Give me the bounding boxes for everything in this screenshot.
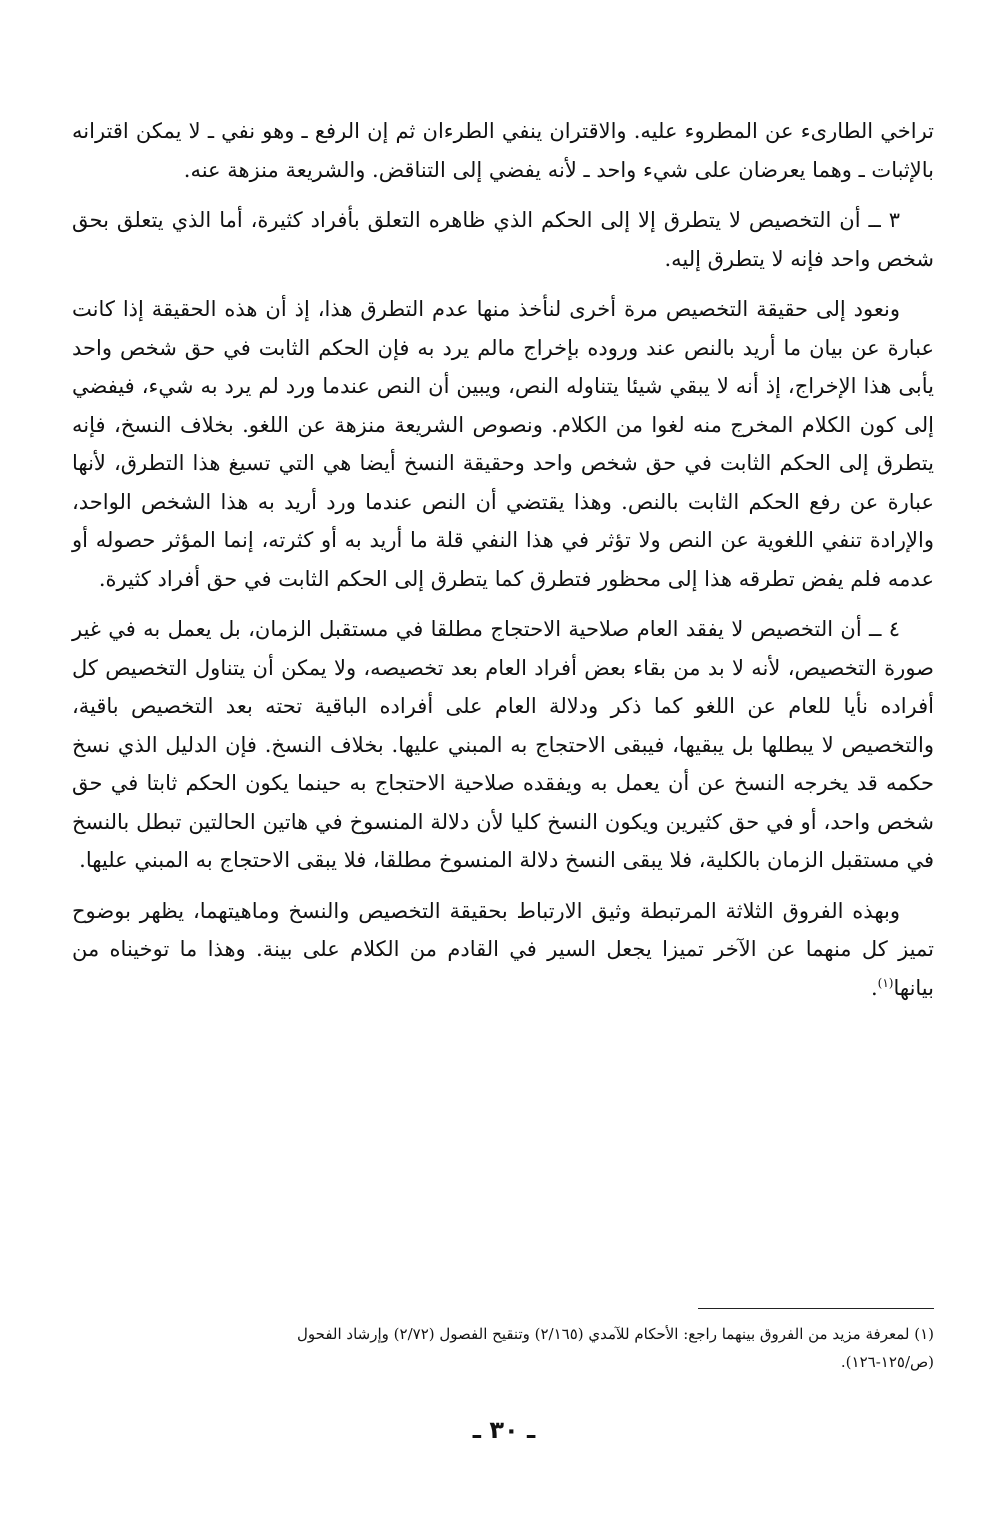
paragraph-4: ٤ ــ أن التخصيص لا يفقد العام صلاحية الاحتجاج مطلقا في مستقبل الزمان، بل يعمل به في غير صورة التخصيص، لأنه لا بد من بقاء بعض أفراد العام بعد تخصيصه، ولا يمكن أن يتناول التخصيص كل أفراده نأيا للعام عن اللغو كما ذكر ودلالة العام على أفراده الباقية تحته بعد التخصيص باقية، والتخصيص لا يبطلها بل يبقيها، فيبقى الاحتجاج به المبني عليها. بخلاف النسخ. فإن الدليل الذي نسخ حكمه قد يخرجه النسخ عن أن يعمل به ويفقده صلاحية الاحتجاج به حينما يكون الحكم ثابتا في حق شخص واحد، أو في حق كثيرين ويكون النسخ كليا لأن دلالة المنسوخ في هاتين الحالتين تبطل بالنسخ في مستقبل الزمان بالكلية، فلا يبقى النسخ دلالة المنسوخ مطلقا، فلا يبقى الاحتجاج به المبني عليها. — [72, 617, 934, 872]
paragraph-5 — [72, 892, 934, 1008]
paragraph-3: ونعود إلى حقيقة التخصيص مرة أخرى لنأخذ منها عدم التطرق هذا، إذ أن هذه الحقيقة إذا كانت عبارة عن بيان ما أريد بالنص عند وروده بإخراج مالم يرد به فإن الحكم الثابت في حق شخص واحد يأبى هذا الإخراج، إذ أنه لا يبقي شيئا يتناوله النص، ويبين أن النص عندما ورد لم يرد به شيء، فيفضي إلى كون الكلام المخرج منه لغوا من الكلام. ونصوص الشريعة منزهة عن اللغو. بخلاف النسخ، فإنه يتطرق إلى الحكم الثابت في حق شخص واحد وحقيقة النسخ أيضا هي التي تسيغ هذا التطرق، لأنها عبارة عن رفع الحكم الثابت بالنص. وهذا يقتضي أن النص عندما ورد أريد به هذا الشخص الواحد، والإرادة تنفي اللغوية عن النص ولا تؤثر في هذا النفي قلة ما أريد به أو كثرته، إنما المؤثر حصوله أو عدمه فلم يفض تطرقه هذا إلى محظور فتطرق كما يتطرق إلى الحكم الثابت في حق أفراد كثيرة. — [72, 297, 934, 591]
footnote-divider — [698, 1308, 934, 1309]
paragraph-5-end: . — [870, 975, 878, 1000]
body-text — [72, 112, 934, 1019]
footnote-line-1: (١) لمعرفة مزيد من الفروق بينهما راجع: الأحكام للآمدي (٢/١٦٥) وتنقيح الفصول (٢/٧٢) وإرشاد الفحول — [297, 1325, 934, 1343]
footnote — [72, 1320, 934, 1376]
paragraph-2: ٣ ــ أن التخصيص لا يتطرق إلا إلى الحكم الذي ظاهره التعلق بأفراد كثيرة، أما الذي يتعلق بحق شخص واحد فإنه لا يتطرق إليه. — [72, 208, 934, 271]
footnote-line-2: (ص/١٢٥-١٢٦). — [840, 1353, 934, 1371]
paragraph-1: تراخي الطارىء عن المطروء عليه. والاقتران ينفي الطرءان ثم إن الرفع ـ وهو نفي ـ لا يمكن اقترانه بالإثبات ـ وهما يعرضان على شيء واحد ـ لأنه يفضي إلى التناقض. والشريعة منزهة عنه. — [72, 119, 934, 182]
page-number: ـ ٣٠ ـ — [472, 1416, 536, 1444]
paragraph-5-text: وبهذه الفروق الثلاثة المرتبطة وثيق الارتباط بحقيقة التخصيص والنسخ وماهيتهما، يظهر بوضوح تميز كل منهما عن الآخر تميزا يجعل السير في القادم من الكلام على بينة. وهذا ما توخيناه من بيانها — [72, 898, 934, 1000]
footnote-reference[interactable]: (١) — [877, 975, 894, 990]
